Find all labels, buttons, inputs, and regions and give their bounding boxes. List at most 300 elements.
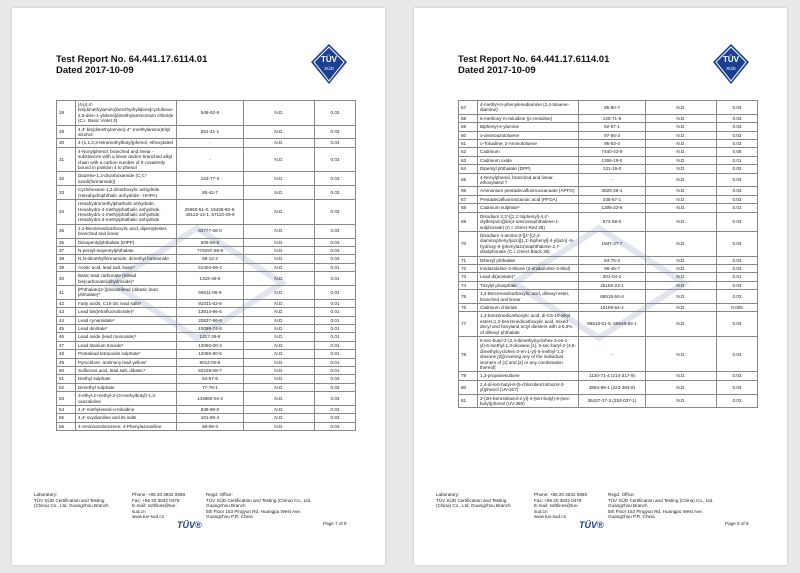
substance-name: 4,4'-oxydianiline and its salts (76, 414, 177, 422)
cas-number: 36437-37-3 (253-037-1) (579, 394, 646, 408)
row-number: 39 (57, 263, 76, 271)
limit: 0.03 (315, 392, 356, 406)
report-date: Dated 2017-10-09 (458, 65, 536, 76)
substance-name: 3-ethyl-2-methyl-2-(3-methylbutyl)-1,3-oxazolidine (76, 392, 177, 406)
row-number: 38 (57, 255, 76, 263)
substance-name: 1,2-benzenedicarboxylic acid, di-C6-10-alkyl esters;1,2-benzenedicarboxylic acid, mixed decyl and hexyland octyl diesters with ≥ 0.3% of dihexyl phthalate (478, 312, 579, 337)
cas-number: 838-88-0 (177, 406, 244, 414)
result: N.D. (646, 212, 717, 231)
limit: 0.01 (315, 341, 356, 349)
table-row (459, 173, 758, 187)
cas-number: 776297-69-9 (177, 246, 244, 254)
substance-name: 1,3-propanesultone (478, 372, 579, 380)
cas-number: 1306-23-6 (579, 204, 646, 212)
tuv-footer-mark: TÜV® (177, 520, 202, 530)
row-number: 44 (57, 316, 76, 324)
result: N.D. (244, 246, 315, 254)
cas-number: 3825-26-1 (579, 187, 646, 195)
result: N.D. (646, 165, 717, 173)
substance-name: Cadmium chloride (478, 303, 579, 311)
limit: 0.03 (315, 125, 356, 139)
cas-number: 120-71-8 (579, 114, 646, 122)
result: N.D. (244, 367, 315, 375)
limit: 0.03 (717, 264, 758, 272)
cas-number: 91031-62-8 (177, 299, 244, 307)
result: N.D. (646, 372, 717, 380)
table-row (57, 367, 356, 375)
table-row (459, 212, 758, 231)
substance-name: Lead bis(tetrafluoroborate)* (76, 308, 177, 316)
report-title: Test Report No. 64.441.17.6114.01 (458, 54, 610, 65)
row-number: 80 (459, 380, 478, 394)
result: N.D. (646, 394, 717, 408)
tuv-logo-icon (711, 42, 751, 86)
result: N.D. (244, 414, 315, 422)
table-row (57, 172, 356, 186)
substance-name: [Phthalato(2-)]dioxotrilead (dibasic lead phthalate)* (76, 285, 177, 299)
limit: 0.03 (315, 186, 356, 200)
result: N.D. (244, 238, 315, 246)
row-number: 79 (459, 372, 478, 380)
limit: 0.01 (315, 316, 356, 324)
row-number: 66 (459, 187, 478, 195)
limit: 0.03 (717, 372, 758, 380)
substance-name: 4-Nonylphenol, branched and linear, ethoxylated † (478, 173, 579, 187)
cas-number: 1306-19-0 (579, 156, 646, 164)
substance-name: Dimethyl sulphate (76, 383, 177, 391)
limit: 0.03 (717, 337, 758, 372)
report-header (56, 54, 207, 76)
cas-number: 7440-43-9 (579, 148, 646, 156)
table-row (57, 125, 356, 139)
table-row (57, 422, 356, 430)
limit: 0.01 (315, 272, 356, 286)
report-date: Dated 2017-10-09 (56, 65, 134, 76)
result: N.D. (244, 255, 315, 263)
substance-name: [4-[4,4'-bis(dimethylamino)benzhydrylidene]cyclohexa-2,5-dien-1-ylidene]dimethylammonium chloride (C.I. Basic Violet 3) (76, 101, 177, 126)
limit: 0.03 (717, 114, 758, 122)
table-row (57, 139, 356, 147)
substance-name: Lead dinitrate* (76, 325, 177, 333)
result: N.D. (244, 186, 315, 200)
substance-name: 6-methoxy-m-toluidine (p-cresidine) (478, 114, 579, 122)
result: N.D. (646, 195, 717, 203)
substance-name: Sulfurous acid, lead salt, dibasic* (76, 367, 177, 375)
substance-name: Lead di(acetate)* (478, 273, 579, 281)
result: N.D. (244, 406, 315, 414)
limit: 0.01 (315, 358, 356, 366)
cas-number: 548-62-9 (177, 101, 244, 126)
cas-number: 95-80-7 (579, 101, 646, 115)
substance-name: Basic lead carbonate (trilead bis(carbonate)dihydroxide)* (76, 272, 177, 286)
result: N.D. (646, 101, 717, 115)
limit: 0.03 (717, 195, 758, 203)
limit: 0.03 (717, 256, 758, 264)
table-row (459, 380, 758, 394)
substance-name: Lead oxide (lead monoxide)* (76, 333, 177, 341)
table-row (459, 337, 758, 372)
table-row (459, 264, 758, 272)
row-number: 78 (459, 337, 478, 372)
limit: 0.03 (315, 139, 356, 147)
result: N.D. (646, 131, 717, 139)
table-row (459, 140, 758, 148)
row-number: 55 (57, 414, 76, 422)
result: N.D. (646, 114, 717, 122)
result: N.D. (244, 299, 315, 307)
table-row (459, 156, 758, 164)
result: N.D. (244, 263, 315, 271)
result: N.D. (244, 358, 315, 366)
row-number: 68 (459, 204, 478, 212)
row-number: 73 (459, 273, 478, 281)
row-number: 77 (459, 312, 478, 337)
table-row (57, 325, 356, 333)
substance-name: Disodium 3,3'-[[1,1'-biphenyl]-4,4'-diylbis(azo)]bis(4-aminonaphthalene-1-sulphonate) (C.I. Direct Red 28) (478, 212, 579, 231)
substance-name: N-pentyl-isopentylphthalate (76, 246, 177, 254)
table-row (459, 231, 758, 256)
substance-name: o-aminoazotoluene (478, 131, 579, 139)
cas-number: 51404-69-4 (177, 263, 244, 271)
table-row (459, 187, 758, 195)
substance-table (56, 100, 356, 431)
cas-number: 85-42-7 (177, 186, 244, 200)
limit: 0.03 (315, 147, 356, 172)
row-number: 58 (459, 114, 478, 122)
page-number: Page 8 of 9 (725, 521, 749, 526)
result: N.D. (646, 281, 717, 289)
row-number: 31 (57, 147, 76, 172)
substance-name: Cadmium (478, 148, 579, 156)
result: N.D. (244, 422, 315, 430)
row-number: 29 (57, 125, 76, 139)
cas-number: 605-50-5 (177, 238, 244, 246)
limit: 0.01 (717, 156, 758, 164)
result: N.D. (646, 140, 717, 148)
substance-name: Diethyl sulphate (76, 375, 177, 383)
row-number: 46 (57, 333, 76, 341)
limit: 0.03 (315, 414, 356, 422)
footer-lab: Laboratory: TÜV SÜD Certification and Testing (China) Co., Ltd. Guangzhou Branch (34, 492, 109, 508)
row-number: 75 (459, 290, 478, 304)
row-number: 61 (459, 140, 478, 148)
limit: 0.01 (315, 350, 356, 358)
table-row (57, 299, 356, 307)
limit: 0.03 (315, 255, 356, 263)
row-number: 42 (57, 299, 76, 307)
table-row (57, 341, 356, 349)
table-row (459, 114, 758, 122)
limit: 0.03 (717, 231, 758, 256)
result: N.D. (646, 187, 717, 195)
result: N.D. (244, 325, 315, 333)
row-number: 36 (57, 238, 76, 246)
cas-number: 92-67-1 (579, 123, 646, 131)
table-row (57, 383, 356, 391)
report-title: Test Report No. 64.441.17.6114.01 (56, 54, 208, 65)
row-number: 33 (57, 186, 76, 200)
row-number: 48 (57, 350, 76, 358)
limit: 0.03 (315, 172, 356, 186)
row-number: 60 (459, 131, 478, 139)
cas-number: 10099-74-8 (177, 325, 244, 333)
result: N.D. (646, 231, 717, 256)
substance-name: N,N-dimethylformamide; dimethyl formamide (76, 255, 177, 263)
cas-number: 97-56-3 (579, 131, 646, 139)
cas-number: 131-18-0 (579, 165, 646, 173)
report-header (458, 54, 609, 76)
substance-name: 4,4'-bis(dimethylamino)-4''-(methylamino)trityl alcohol (76, 125, 177, 139)
limit: 0.01 (717, 273, 758, 281)
cas-number: 68515-50-4 (579, 290, 646, 304)
cas-number: 20837-86-9 (177, 316, 244, 324)
table-row (57, 272, 356, 286)
footer-contact: Phone: +86 20 3832 0668 Fax: +86 20 3832 0478 E-mail: softlines@tuv- sud.cn www.tuv-sud.cn (534, 492, 588, 519)
cas-number: 25155-23-1 (579, 281, 646, 289)
limit: 0.01 (315, 367, 356, 375)
substance-name: Imidazolidine-2-thione (2-imidazoline-2-thiol) (478, 264, 579, 272)
substance-name: Pyrochlore, antimony lead yellow* (76, 358, 177, 366)
substance-table (458, 100, 758, 408)
cas-number: 13814-96-5 (177, 308, 244, 316)
result: N.D. (646, 290, 717, 304)
limit: 0.01 (315, 333, 356, 341)
result: N.D. (646, 264, 717, 272)
row-number: 32 (57, 172, 76, 186)
cas-number: 1319-46-6 (177, 272, 244, 286)
cas-number: 84777-06-0 (177, 224, 244, 238)
table-row (459, 273, 758, 281)
limit: 0.03 (717, 123, 758, 131)
cas-number: 68-12-2 (177, 255, 244, 263)
substance-name: Pentalead tetraoxide sulphate* (76, 350, 177, 358)
table-row (57, 101, 356, 126)
substance-name: 4-methyl-m-phenylenediamine (2,4-toluene-diamine) (478, 101, 579, 115)
row-number: 47 (57, 341, 76, 349)
cas-number: 1937-37-7 (579, 231, 646, 256)
limit: 0.03 (315, 375, 356, 383)
tuv-footer-mark: TÜV® (579, 520, 604, 530)
row-number: 35 (57, 224, 76, 238)
limit: 0.01 (315, 308, 356, 316)
cas-number: 96-45-7 (579, 264, 646, 272)
report-page-7 (12, 8, 385, 565)
substance-name: Cadmium sulphide* (478, 204, 579, 212)
result: N.D. (244, 172, 315, 186)
limit: 0.03 (717, 281, 758, 289)
row-number: 53 (57, 392, 76, 406)
row-number: 40 (57, 272, 76, 286)
row-number: 59 (459, 123, 478, 131)
result: N.D. (646, 123, 717, 131)
table-row (459, 165, 758, 173)
logo-subtext: SÜD (324, 66, 334, 71)
result: N.D. (244, 272, 315, 286)
substance-name: Lead titanium trioxide* (76, 341, 177, 349)
table-row (459, 195, 758, 203)
row-number: 28 (57, 101, 76, 126)
substance-name: Trixylyl phosphate (478, 281, 579, 289)
result: N.D. (244, 375, 315, 383)
row-number: 52 (57, 383, 76, 391)
row-number: 62 (459, 148, 478, 156)
row-number: 41 (57, 285, 76, 299)
tuv-logo-icon (309, 42, 349, 86)
result: N.D. (244, 147, 315, 172)
row-number: 57 (459, 101, 478, 115)
limit: 0.03 (717, 212, 758, 231)
limit: 0.03 (717, 187, 758, 195)
table-row (57, 285, 356, 299)
limit: 0.03 (717, 101, 758, 115)
substance-name: Acetic acid, lead salt, basic* (76, 263, 177, 271)
cas-number: 77-78-1 (177, 383, 244, 391)
row-number: 49 (57, 358, 76, 366)
table-row (57, 246, 356, 254)
limit: 0.03 (315, 238, 356, 246)
limit: 0.03 (717, 290, 758, 304)
row-number: 45 (57, 325, 76, 333)
row-number: 63 (459, 156, 478, 164)
row-number: 37 (57, 246, 76, 254)
result: N.D. (244, 139, 315, 147)
cas-number: 60-09-3 (177, 422, 244, 430)
result: N.D. (244, 285, 315, 299)
limit: 0.03 (717, 131, 758, 139)
result: N.D. (244, 341, 315, 349)
cas-number: 123-77-3 (177, 172, 244, 186)
cas-number: 573-58-0 (579, 212, 646, 231)
cas-number: 95-53-4 (579, 140, 646, 148)
row-number: 56 (57, 422, 76, 430)
result: N.D. (646, 303, 717, 311)
report-page-8 (414, 8, 787, 565)
row-number: 69 (459, 212, 478, 231)
row-number: 51 (57, 375, 76, 383)
limit: 0.01 (315, 263, 356, 271)
table-row (459, 256, 758, 264)
row-number: 70 (459, 231, 478, 256)
row-number: 72 (459, 264, 478, 272)
substance-name: Ammonium pentadecafluorooctanoate (APFO) (478, 187, 579, 195)
result: N.D. (244, 200, 315, 225)
substance-name: Lead cynamidate* (76, 316, 177, 324)
cas-number: 1120-71-4 (214-317-9) (579, 372, 646, 380)
limit: 0.005 (717, 303, 758, 311)
result: N.D. (244, 316, 315, 324)
substance-name: Hexahydromethylphathalic anhydride, Hexahydro-4-methylphathalic anhydride, Hexahydro-1-methylphathalic anhydride, Hexahydro-3-methylphathalic anhydride (76, 200, 177, 225)
limit: 0.01 (315, 325, 356, 333)
substance-name: Disodium 4-amino-3-[[4'-[(2,4-diaminophenyl)azo][1,1'-biphenyl]-4-yl]azo] -5-hydroxy-6-(phenylazo)naphthalene-2,7-disulphonate (C.I. Direct Black 38) (478, 231, 579, 256)
cas-number: 62229-08-7 (177, 367, 244, 375)
row-number: 54 (57, 406, 76, 414)
substance-name: 4-Nonylphenol, branched and linear - substances with a linear and/or branched alkyl chain with a carbon number of 9 covalently bound in position 4 to phenol (76, 147, 177, 172)
cas-number: 10108-64-2 (579, 303, 646, 311)
table-row (459, 131, 758, 139)
cas-number: 101-80-4 (177, 414, 244, 422)
table-row (57, 316, 356, 324)
result: N.D. (244, 308, 315, 316)
result: N.D. (646, 204, 717, 212)
table-row (459, 148, 758, 156)
result: N.D. (646, 148, 717, 156)
result: N.D. (646, 337, 717, 372)
limit: 0.03 (315, 101, 356, 126)
cas-number: 12060-00-3 (177, 341, 244, 349)
cas-number: - (579, 173, 646, 187)
limit: 0.03 (315, 383, 356, 391)
row-number: 43 (57, 308, 76, 316)
table-row (57, 333, 356, 341)
substance-name: 4-(1,1,3,3-tetramethylbutyl)phenol, ethoxylated (76, 139, 177, 147)
cas-number: - (579, 337, 646, 372)
result: N.D. (244, 224, 315, 238)
cas-number: - (177, 147, 244, 172)
table-row (57, 375, 356, 383)
substance-name: Dipentyl phthalate (DPP) (478, 165, 579, 173)
page-number: Page 7 of 9 (323, 521, 347, 526)
table-row (459, 372, 758, 380)
result: N.D. (244, 333, 315, 341)
substance-name: 1,2-Benzenedicarboxylic acid, dihexyl ester, branched and linear (478, 290, 579, 304)
result: N.D. (646, 256, 717, 264)
limit: 0.03 (717, 312, 758, 337)
cas-number: 68515-51-5, 68648-93-1 (579, 312, 646, 337)
result: N.D. (646, 380, 717, 394)
table-row (57, 406, 356, 414)
limit: 0.03 (315, 200, 356, 225)
cas-number: 301-04-2 (579, 273, 646, 281)
table-row (459, 281, 758, 289)
table-row (459, 101, 758, 115)
limit: 0.03 (315, 406, 356, 414)
substance-name: Biphenyl-4-ylamine (478, 123, 579, 131)
row-number: 34 (57, 200, 76, 225)
cas-number: 335-67-1 (579, 195, 646, 203)
table-row (57, 350, 356, 358)
substance-name: o-Toluidine; 2-Aminotoluene (478, 140, 579, 148)
table-row (459, 394, 758, 408)
result: N.D. (244, 392, 315, 406)
result: N.D. (646, 312, 717, 337)
cas-number: 561-41-1 (177, 125, 244, 139)
row-number: 50 (57, 367, 76, 375)
logo-text: TÜV (723, 55, 739, 64)
limit: 0.03 (717, 394, 758, 408)
cas-number: 25550-51-0, 19438-60-9, 48122-14-1, 57110-29-9 (177, 200, 244, 225)
result: N.D. (244, 101, 315, 126)
limit: 0.01 (315, 285, 356, 299)
table-row (57, 238, 356, 246)
substance-name: Diazene-1,2-dicarboxamide (C,C'-azodi(formamide)) (76, 172, 177, 186)
cas-number: 3864-99-1 (223-383-8) (579, 380, 646, 394)
table-row (57, 255, 356, 263)
logo-subtext: SÜD (726, 66, 736, 71)
table-row (459, 290, 758, 304)
cas-number: 84-75-3 (579, 256, 646, 264)
substance-name: 2-(2H-benzotriazol-2-yl)-4-(tert-butyl)-6-(sec-butyl)phenol (UV-350) (478, 394, 579, 408)
substance-name: Diisopentylphthalate (DIPP) (76, 238, 177, 246)
table-row (459, 312, 758, 337)
limit: 0.03 (717, 380, 758, 394)
limit: 0.03 (717, 140, 758, 148)
result: N.D. (244, 350, 315, 358)
substance-name: Pentadecafluorooctanoic acid (PFOA) (478, 195, 579, 203)
row-number: 81 (459, 394, 478, 408)
footer-office: Regd. Office: TÜV SÜD Certification and Testing (China) Co., Ltd. Guangzhou Branch 5th Floor 163 Pingyun Rd, Huangpu West Ave. Guangzhou P.R. China (206, 492, 312, 519)
table-row (57, 414, 356, 422)
limit: 0.03 (315, 224, 356, 238)
